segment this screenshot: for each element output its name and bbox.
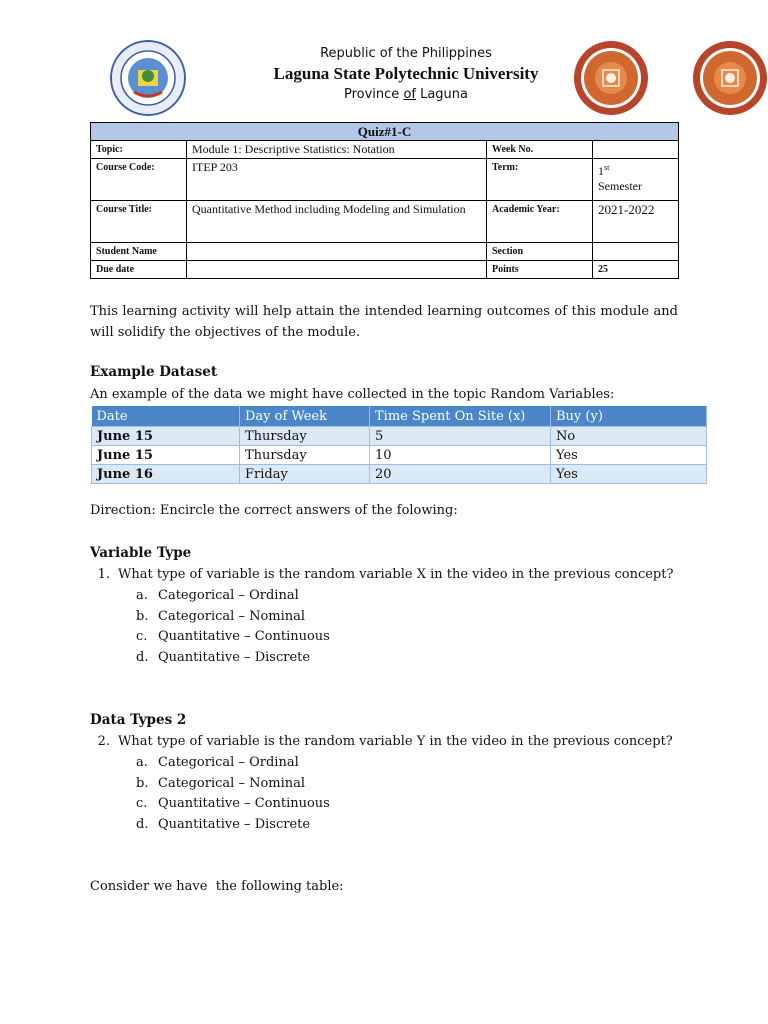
section-value[interactable] bbox=[593, 243, 679, 261]
table-row: June 16 Friday 20 Yes bbox=[92, 465, 707, 484]
question-2: 2. What type of variable is the random variable Y in the video in the previous concept? bbox=[97, 734, 673, 749]
question-1-option-a[interactable]: a. Categorical – Ordinal bbox=[136, 588, 299, 603]
course-title-label: Course Title: bbox=[91, 201, 187, 243]
example-caption: An example of the data we might have collected in the topic Random Variables: bbox=[90, 387, 615, 402]
col-date: Date bbox=[92, 406, 240, 427]
question-2-option-d[interactable]: d. Quantitative – Discrete bbox=[136, 817, 311, 832]
week-value bbox=[593, 141, 679, 159]
university-name: Laguna State Polytechnic University bbox=[273, 64, 539, 83]
student-name-label: Student Name bbox=[91, 243, 187, 261]
example-dataset-table bbox=[91, 406, 707, 484]
direction-text: Direction: Encircle the correct answers of the folowing: bbox=[90, 503, 458, 518]
term-value: 1st Semester bbox=[593, 159, 679, 201]
points-value: 25 bbox=[593, 261, 679, 279]
closing-text: Consider we have the following table: bbox=[90, 879, 344, 894]
table-row: June 15 Thursday 5 No bbox=[92, 427, 707, 446]
academic-year-value: 2021-2022 bbox=[593, 201, 679, 243]
course-code-label: Course Code: bbox=[91, 159, 187, 201]
question-2-option-c[interactable]: c. Quantitative – Continuous bbox=[136, 796, 330, 811]
due-date-value bbox=[187, 261, 487, 279]
topic-label: Topic: bbox=[91, 141, 187, 159]
question-1-option-b[interactable]: b. Categorical – Nominal bbox=[136, 609, 306, 624]
table-row: June 15 Thursday 10 Yes bbox=[92, 446, 707, 465]
province-line: Province of Laguna bbox=[343, 87, 469, 102]
question-1: 1. What type of variable is the random variable X in the video in the previous concept? bbox=[97, 567, 674, 582]
republic-line: Republic of the Philippines bbox=[320, 46, 492, 61]
question-1-option-c[interactable]: c. Quantitative – Continuous bbox=[136, 629, 330, 644]
question-2-option-b[interactable]: b. Categorical – Nominal bbox=[136, 776, 306, 791]
section-2-heading: Data Types 2 bbox=[90, 712, 187, 728]
academic-year-label: Academic Year: bbox=[487, 201, 593, 243]
quiz-info-table bbox=[90, 122, 679, 279]
topic-value: Module 1: Descriptive Statistics: Notation bbox=[187, 141, 487, 159]
points-label: Points bbox=[487, 261, 593, 279]
section-1-heading: Variable Type bbox=[90, 545, 192, 561]
week-label: Week No. bbox=[487, 141, 593, 159]
question-2-option-a[interactable]: a. Categorical – Ordinal bbox=[136, 755, 299, 770]
question-1-option-d[interactable]: d. Quantitative – Discrete bbox=[136, 650, 311, 665]
intro-paragraph: This learning activity will help attain the intended learning outcomes of this module and will solidify the objectives of the module. bbox=[90, 304, 678, 340]
term-label: Term: bbox=[487, 159, 593, 201]
example-heading: Example Dataset bbox=[90, 364, 218, 380]
section-label: Section bbox=[487, 243, 593, 261]
student-name-value[interactable] bbox=[187, 243, 487, 261]
course-title-value: Quantitative Method including Modeling and Simulation bbox=[187, 201, 487, 243]
col-buy: Buy (y) bbox=[551, 406, 707, 427]
course-code-value: ITEP 203 bbox=[187, 159, 487, 201]
col-time: Time Spent On Site (x) bbox=[370, 406, 551, 427]
due-date-label: Due date bbox=[91, 261, 187, 279]
quiz-title: Quiz#1-C bbox=[91, 123, 679, 141]
col-day: Day of Week bbox=[240, 406, 370, 427]
